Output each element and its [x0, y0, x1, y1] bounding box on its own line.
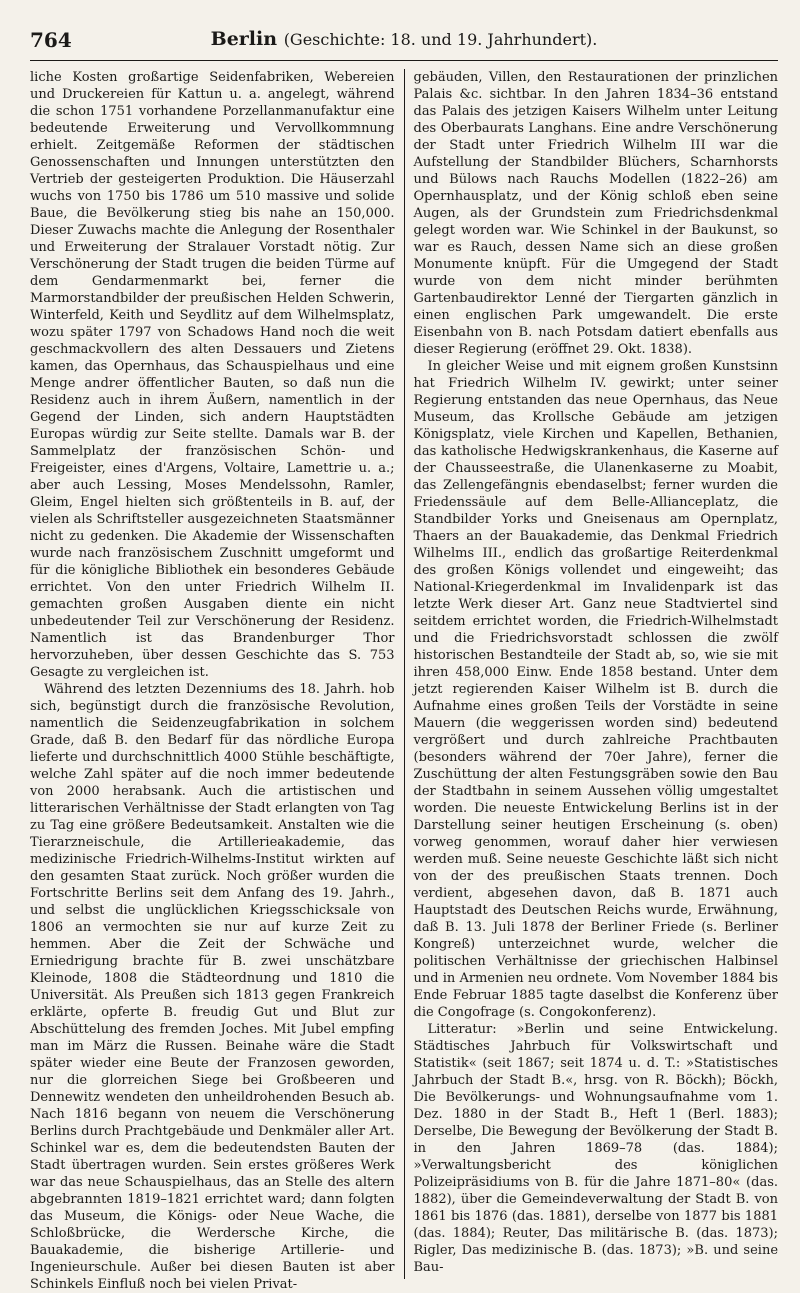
page-header [30, 22, 778, 61]
paragraph: In gleicher Weise und mit eignem großen Kunstsinn hat Friedrich Wilhelm IV. gewirkt; unter seiner Regierung entstanden das neue Opernhaus, das Neue Museum, das Krollsche Gebäude am jetzigen Königsplatz, viele Kirchen und Kapellen, Bethanien, das katholische Hedwigskrankenhaus, die Kaserne auf der Chausseestraße, die Ulanenkaserne zu Moabit, das Zellengefängnis ebendaselbst; ferner wurden die Friedenssäule auf dem Belle-Allianceplatz, die Standbilder Yorks und Gneisenaus am Opernplatz, Thaers an der Bauakademie, das Denkmal Friedrich Wilhelms III., endlich das großartige Reiterdenkmal des großen Königs vollendet und eingeweiht; das National-Kriegerdenkmal im Invalidenpark ist das letzte Werk dieser Art. Ganz neue Stadtviertel sind seitdem errichtet worden, die Friedrich-Wilhelmstadt und die Friedrichsvorstadt schlossen die zwölf historischen Bestandteile der Stadt ab, so, wie sie mit ihren 458,000 Einw. Ende 1858 bestand. Unter dem jetzt regierenden Kaiser Wilhelm ist B. durch die Aufnahme eines großen Teils der Vorstädte in seine Mauern (die weggerissen worden sind) bedeutend vergrößert und durch zahlreiche Prachtbauten (besonders während der 70er Jahre), ferner die Zuschüttung der alten Festungsgräben sowie den Bau der Stadtbahn in seinem Aussehen völlig umgestaltet worden. Die neueste Entwickelung Berlins ist in der Darstellung seiner heutigen Erscheinung (s. oben) vorweg genommen, worauf daher hier verwiesen werden muß. Seine neueste Geschichte läßt sich nicht von der des preußischen Staats trennen. Doch verdient, abgesehen davon, daß B. 1871 auch Hauptstadt des Deutschen Reichs wurde, Erwähnung, daß B. 13. Juli 1878 der Berliner Friede (s. Berliner Kongreß) unterzeichnet wurde, welcher die politischen Verhältnisse der griechischen Halbinsel und in Armenien neu ordnete. Vom November 1884 bis Ende Februar 1885 tagte daselbst die Konferenz über die Congofrage (s. Congokonferenz). [413, 359, 779, 1020]
column-divider [404, 69, 405, 1279]
paragraph: gebäuden, Villen, den Restaurationen der prinzlichen Palais &c. sichtbar. In den Jahren 1834–36 entstand das Palais des jetzigen Kaisers Wilhelm unter Leitung des Oberbaurats Langhans. Eine andre Verschönerung der Stadt unter Friedrich Wilhelm III war die Aufstellung der Standbilder Blüchers, Scharnhorsts und Bülows nach Rauchs Modellen (1822–26) am Opernhausplatz, und der König schloß eben seine Augen, als der Grundstein zum Friedrichsdenkmal gelegt worden war. Wie Schinkel in der Baukunst, so war es Rauch, dessen Name sich an diese großen Monumente knüpft. Für die Umgegend der Stadt wurde von dem nicht minder berühmten Gartenbaudirektor Lenné der Tiergarten gänzlich in einen englischen Park umgewandelt. Die erste Eisenbahn von B. nach Potsdam datiert ebenfalls aus dieser Regierung (eröffnet 29. Okt. 1838). [413, 70, 779, 357]
running-head-subtitle: (Geschichte: 18. und 19. Jahrhundert). [283, 30, 598, 49]
left-column [30, 69, 395, 1292]
page-number: 764 [30, 28, 72, 52]
right-column [414, 69, 779, 1279]
running-head [30, 28, 778, 50]
text-columns [30, 69, 779, 1292]
paragraph: Litteratur: »Berlin und seine Entwickelung. Städtisches Jahrbuch für Volkswirtschaft und Statistik« (seit 1867; seit 1874 u. d. T.: »Statistisches Jahrbuch der Stadt B.«, hrsg. von R. Böckh); Böckh, Die Bevölkerungs- und Wohnungsaufnahme vom 1. Dez. 1880 in der Stadt B., Heft 1 (Berl. 1883); Derselbe, Die Bewegung der Bevölkerung der Stadt B. in den Jahren 1869–78 (das. 1884); »Verwaltungsbericht des königlichen Polizeipräsidiums von B. für die Jahre 1871–80« (das. 1882), über die Gemeindeverwaltung der Stadt B. von 1861 bis 1876 (das. 1881), derselbe von 1877 bis 1881 (das. 1884); Reuter, Das militärische B. (das. 1873); Rigler, Das medizinische B. (das. 1873); »B. und seine Bau- [413, 1022, 779, 1275]
paragraph: Während des letzten Dezenniums des 18. Jahrh. hob sich, begünstigt durch die französische Revolution, namentlich die Seidenzeugfabrikation in solchem Grade, daß B. den Bedarf für das nördliche Europa lieferte und durchschnittlich 4000 Stühle beschäftigte, welche Zahl später auf die noch immer bedeutende von 2000 herabsank. Auch die artistischen und litterarischen Verhältnisse der Stadt erlangten von Tag zu Tag eine größere Bedeutsamkeit. Anstalten wie die Tierarzneischule, die Artillerieakademie, das medizinische Friedrich-Wilhelms-Institut wirkten auf den gesamten Staat zurück. Noch größer wurden die Fortschritte Berlins seit dem Anfang des 19. Jahrh., und selbst die unglücklichen Kriegsschicksale von 1806 an vermochten sie nur auf kurze Zeit zu hemmen. Aber die Zeit der Schwäche und Erniedrigung brachte für B. zwei unschätzbare Kleinode, 1808 die Städteordnung und 1810 die Universität. Als Preußen sich 1813 gegen Frankreich erklärte, opferte B. freudig Gut und Blut zur Abschüttelung des fremden Joches. Mit Jubel empfing man im März die Russen. Beinahe wäre die Stadt später wieder eine Beute der Franzosen geworden, nur die glorreichen Siege bei Großbeeren und Dennewitz wendeten den unheildrohenden Besuch ab. Nach 1816 begann von neuem die Verschönerung Berlins durch Prachtgebäude und Denkmäler aller Art. Schinkel war es, dem die bedeutendsten Bauten der Stadt übertragen wurden. Sein erstes größeres Werk war das neue Schauspielhaus, das an Stelle des altern abgebrannten 1819–1821 errichtet ward; dann folgten das Museum, die Königs- oder Neue Wache, die Schloßbrücke, die Werdersche Kirche, die Bauakademie, die bisherige Artillerie- und Ingenieurschule. Außer bei diesen Bauten ist aber Schinkels Einfluß noch bei vielen Privat- [30, 682, 395, 1292]
running-head-title: Berlin [210, 28, 278, 50]
paragraph: liche Kosten großartige Seidenfabriken, Webereien und Druckereien für Kattun u. a. angelegt, während die schon 1751 vorhandene Porzellanmanufaktur eine bedeutende Erweiterung und Vervollkommnung erhielt. Zeitgemäße Reformen der städtischen Genossenschaften und Innungen unterstützten den Vertrieb der gesteigerten Produktion. Die Häuserzahl wuchs von 1750 bis 1786 um 510 massive und solide Baue, die Bevölkerung stieg bis nahe an 150,000. Dieser Zuwachs machte die Anlegung der Rosenthaler und Erweiterung der Stralauer Vorstadt nötig. Zur Verschönerung der Stadt trugen die beiden Türme auf dem Gendarmenmarkt bei, ferner die Marmorstandbilder der preußischen Helden Schwerin, Winterfeld, Keith und Seydlitz auf dem Wilhelmsplatz, wozu später 1797 von Schadows Hand noch die weit geschmackvollern des alten Dessauers und Zietens kamen, das Opernhaus, das Schauspielhaus und eine Menge andrer öffentlicher Bauten, so daß nun die Residenz auch in ihrem Äußern, namentlich in der Gegend der Linden, sich andern Hauptstädten Europas würdig zur Seite stellte. Damals war B. der Sammelplatz der französischen Schön- und Freigeister, eines d'Argens, Voltaire, Lamettrie u. a.; aber auch Lessing, Moses Mendelssohn, Ramler, Gleim, Engel hielten sich größtenteils in B. auf, der vielen als Schriftsteller ausgezeichneten Staatsmänner nicht zu gedenken. Die Akademie der Wissenschaften wurde nach französischem Zuschnitt umgeformt und für die königliche Bibliothek ein besonderes Gebäude errichtet. Von den unter Friedrich Wilhelm II. gemachten großen Ausgaben diente ein nicht unbedeutender Teil zur Verschönerung der Residenz. Namentlich ist das Brandenburger Thor hervorzuheben, über dessen Geschichte das S. 753 Gesagte zu vergleichen ist. [30, 70, 395, 680]
